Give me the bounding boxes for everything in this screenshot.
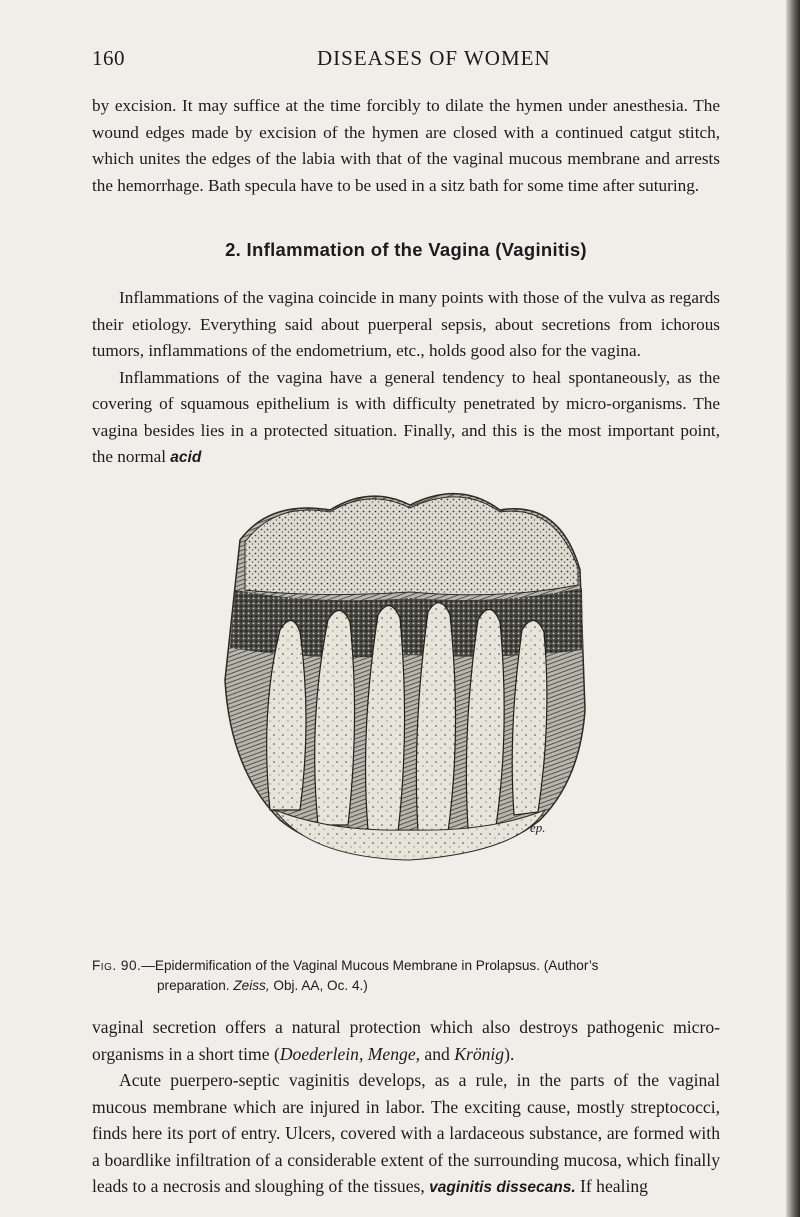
figure-caption: [92, 956, 724, 996]
caption-line-1: [92, 956, 724, 976]
running-head: DISEASES OF WOMEN: [317, 46, 551, 70]
bottom-paragraph-2: Acute puerpero-septic vaginitis develops, as a rule, in the parts of the vaginal mucous membrane which are injured in labor. The exciting cause, mostly streptococci, finds here its port of entry. Ulcers, covered with a lardaceous substance, are formed with a boardlike infiltration of a considerable extent of the surrounding mucosa, which finally leads to a necrosis and sloughing of the tissues, vaginitis dissecans. If healing: [92, 1070, 720, 1196]
histology-engraving: [200, 480, 610, 950]
page-header: [92, 46, 717, 76]
page-edge-shadow: [786, 0, 800, 1217]
section-paragraph-2: [92, 365, 720, 472]
top-paragraph-block: [92, 93, 720, 199]
figure-90-illustration: [200, 480, 610, 950]
section-paragraph-2-text: Inflammations of the vagina have a general tendency to heal spontaneously, as the covering of squamous epithelium is with difficulty penetrated by micro-organisms. The vagina besides lies in a protected situation. Finally, and this is the most important point, the normal: [92, 367, 720, 466]
section-paragraph-1: Inflammations of the vagina coincide in many points with those of the vulva as regards their etiology. Everything said about puerperal sepsis, about secretions from ichorous tumors, inflammations of the endometrium, etc., holds good also for the vagina.: [92, 288, 720, 360]
section-body: [92, 285, 720, 472]
caption-zeiss: Zeiss,: [233, 978, 270, 993]
bottom-text-block: [92, 1014, 720, 1202]
vaginitis-dissecans-term: vaginitis dissecans.: [429, 1179, 576, 1196]
bottom-paragraph-1: vaginal secretion offers a natural protection which also destroys pathogenic micro-organisms in a short time (Doederlein, Menge, and Krönig).: [92, 1017, 720, 1064]
cited-authors: Doederlein, Menge,: [279, 1043, 421, 1064]
caption-line-2: preparation. Zeiss, Obj. AA, Oc. 4.): [157, 978, 368, 993]
caption-text: —Epidermification of the Vaginal Mucous Membrane in Prolapsus. (Author’s: [141, 958, 599, 973]
cited-kronig: Krönig: [454, 1043, 505, 1064]
engraving-label: ep.: [530, 820, 546, 835]
acid-term: acid: [170, 449, 202, 466]
top-paragraph: by excision. It may suffice at the time forcibly to dilate the hymen under anesthesia. The wound edges made by excision of the hymen are closed with a continued catgut stitch, which unites the edges of the labia with that of the vaginal mucous membrane and arrests the hemorrhage. Bath specula have to be used in a sitz bath for some time after suturing.: [92, 96, 720, 195]
figure-label: Fig. 90.: [92, 958, 142, 973]
page-number: 160: [92, 46, 125, 70]
section-heading: 2. Inflammation of the Vagina (Vaginitis): [225, 239, 587, 260]
